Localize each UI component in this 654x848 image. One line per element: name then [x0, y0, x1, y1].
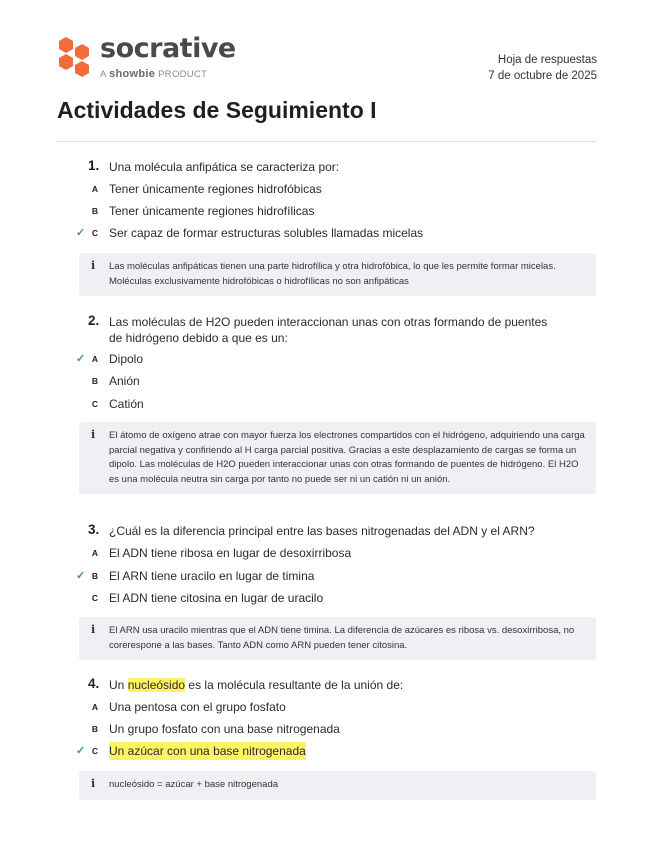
explanation-text: El ARN usa uracilo mientras que el ADN tiene timina. La diferencia de azúcares es ribosa vs. desoxirribosa, no corerespone a las bases. Tanto ADN como ARN pueden tener citosina. — [109, 625, 575, 651]
answer-letter: C — [91, 399, 99, 409]
answer-letter: A — [91, 184, 99, 194]
question-header — [88, 523, 568, 539]
answer-letter: B — [91, 206, 99, 216]
answer-text: Dipolo — [109, 352, 144, 366]
answer-text: Anión — [109, 374, 140, 388]
info-icon: i — [91, 777, 96, 790]
answer-text: Tener únicamente regiones hidrofílicas — [109, 204, 315, 218]
answer-text: El ADN tiene citosina en lugar de uracilo — [109, 591, 324, 605]
explanation-box — [79, 771, 596, 800]
explanation-text: Las moléculas anfipáticas tienen una parte hidrofílica y otra hidrofóbica, lo que les permite formar micelas. Moléculas exclusivamente hidrofóbicas o hidrofílicas no son anfipáticas — [109, 261, 556, 287]
answer-text: El ADN tiene ribosa en lugar de desoxirribosa — [109, 546, 352, 560]
question-header — [88, 159, 548, 175]
answer-text: Tener únicamente regiones hidrofóbicas — [109, 182, 322, 196]
doc-date: 7 de octubre de 2025 — [488, 70, 597, 82]
question-text: Un nucleósido es la molécula resultante de la unión de: — [109, 678, 404, 692]
answer-letter: B — [91, 724, 99, 734]
answer-letter: B — [91, 571, 99, 581]
answer-letter: A — [91, 548, 99, 558]
question-number: 4. — [88, 676, 100, 691]
info-icon: i — [91, 259, 96, 272]
question-header — [88, 314, 548, 346]
highlighted-term: nucleósido — [127, 678, 186, 692]
check-icon: ✓ — [76, 570, 86, 582]
check-icon: ✓ — [76, 227, 86, 239]
info-icon: i — [91, 623, 96, 636]
check-icon: ✓ — [76, 745, 86, 757]
question-number: 2. — [88, 313, 100, 328]
socrative-logo — [57, 33, 257, 82]
answer-text: Una pentosa con el grupo fosfato — [109, 700, 286, 714]
answer-text: El ARN tiene uracilo en lugar de timina — [109, 569, 315, 583]
explanation-text: El átomo de oxígeno atrae con mayor fuerza los electrones compartidos con el hidrógeno, adquiriendo una carga parcial negativa y confiriendo al H carga parcial positiva. Gracias a este desplazamiento de cargas se forma un dipolo. Las moléculas de H2O pueden interaccionar unas con otras formando de puentes de hidrógeno. El H2O es una molécula neutra sin carga por tanto no puede ser ni un catión ni un anión. — [109, 430, 585, 485]
info-icon: i — [91, 428, 96, 441]
question-text: Una molécula anfipática se caracteriza por: — [109, 160, 340, 174]
explanation-text: nucleósido = azúcar + base nitrogenada — [109, 779, 279, 790]
question-header — [88, 677, 548, 693]
question-text: Las moléculas de H2O pueden interaccionan unas con otras formando de puentes de hidrógeno debido a que es un: — [109, 315, 548, 345]
answer-letter: A — [91, 354, 99, 364]
doc-type: Hoja de respuestas — [497, 54, 597, 66]
answer-text: Un azúcar con una base nitrogenada — [109, 744, 306, 758]
answer-text: Catión — [109, 397, 144, 411]
brand-subline: A showbie PRODUCT — [100, 68, 208, 80]
answer-text: Un grupo fosfato con una base nitrogenada — [109, 722, 340, 736]
explanation-box — [79, 253, 596, 296]
question-number: 1. — [88, 158, 100, 173]
question-number: 3. — [88, 522, 100, 537]
question-text: ¿Cuál es la diferencia principal entre las bases nitrogenadas del ADN y el ARN? — [109, 524, 535, 538]
answer-letter: C — [91, 228, 99, 238]
answer-letter: C — [91, 593, 99, 603]
answer-letter: C — [91, 746, 99, 756]
explanation-box — [79, 617, 596, 660]
hexagon-cluster-icon — [57, 36, 93, 78]
check-icon: ✓ — [76, 353, 86, 365]
answer-letter: B — [91, 376, 99, 386]
header-meta — [488, 52, 597, 84]
divider — [57, 141, 597, 142]
explanation-box — [79, 422, 596, 494]
page-title: Actividades de Seguimiento I — [57, 97, 377, 123]
brand-name: socrative — [100, 33, 236, 64]
answer-letter: A — [91, 702, 99, 712]
answer-text: Ser capaz de formar estructuras solubles llamadas micelas — [109, 226, 424, 240]
